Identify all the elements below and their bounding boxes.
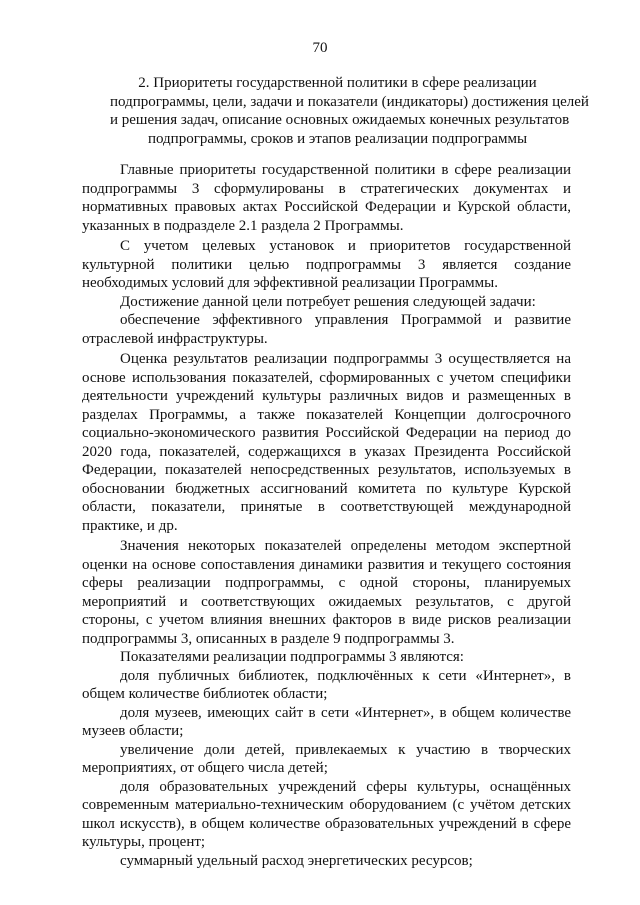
list-item: доля музеев, имеющих сайт в сети «Интернет», в общем количестве музеев области; [82, 704, 571, 739]
list-item: доля публичных библиотек, подключённых к сети «Интернет», в общем количестве библиотек области; [82, 667, 571, 702]
section-heading [110, 74, 589, 148]
paragraph: С учетом целевых установок и приоритетов государственной культурной политики целью подпрограммы 3 является создание необходимых условий для эффективной реализации Программы. [82, 238, 571, 291]
list-item: увеличение доли детей, привлекаемых к участию в творческих мероприятиях, от общего числа детей; [82, 741, 571, 776]
body-text [82, 161, 571, 870]
paragraph: Значения некоторых показателей определены методом экспертной оценки на основе сопоставления динамики развития и текущего состояния сферы реализации подпрограммы, с одной стороны, планируемых мероприятий и соответствующих ожидаемых результатов, с другой стороны, с учетом влияния внешних факторов в виде рисков реализации подпрограммы 3, описанных в разделе 9 подпрограммы 3. [82, 538, 571, 647]
list-item: суммарный удельный расход энергетических ресурсов; [120, 852, 473, 869]
heading-line: и решения задач, описание основных ожидаемых конечных результатов [110, 112, 570, 128]
paragraph: Показателями реализации подпрограммы 3 являются: [120, 649, 464, 665]
page-number: 70 [312, 40, 328, 56]
paragraph: Достижение данной цели потребует решения следующей задачи: [120, 293, 536, 310]
paragraph: Главные приоритеты государственной политики в сфере реализации подпрограммы 3 сформулированы в стратегических документах и нормативных правовых актах Российской Федерации и Курской области, указанных в подразделе 2.1 раздела 2 Программы. [82, 162, 571, 234]
heading-line: подпрограммы, сроков и этапов реализации подпрограммы [147, 130, 528, 147]
list-item: доля образовательных учреждений сферы культуры, оснащённых современным материально-техническим оборудованием (с учётом детских школ искусств), в общем количестве образовательных учреждений в сфере культуры, процент; [82, 778, 571, 850]
heading-line: подпрограммы, цели, задачи и показатели (индикаторы) достижения целей [110, 93, 589, 110]
paragraph: обеспечение эффективного управления Программой и развитие отраслевой инфраструктуры. [82, 312, 571, 347]
paragraph: Оценка результатов реализации подпрограммы 3 осуществляется на основе использования показателей, сформированных с учетом специфики деятельности учреждений культуры различных видов и размещенных в разделах Программы, а также показателей Концепции долгосрочного социально-экономического развития Российской Федерации на период до 2020 года, показателей, содержащихся в указах Президента Российской Федерации, показателей непосредственных результатов, используемых в обосновании бюджетных ассигнований комитета по культуре Курской области, показатели, принятые в соответствующей международной практике, и др. [82, 351, 571, 534]
heading-line: 2. Приоритеты государственной политики в сфере реализации [138, 75, 537, 91]
